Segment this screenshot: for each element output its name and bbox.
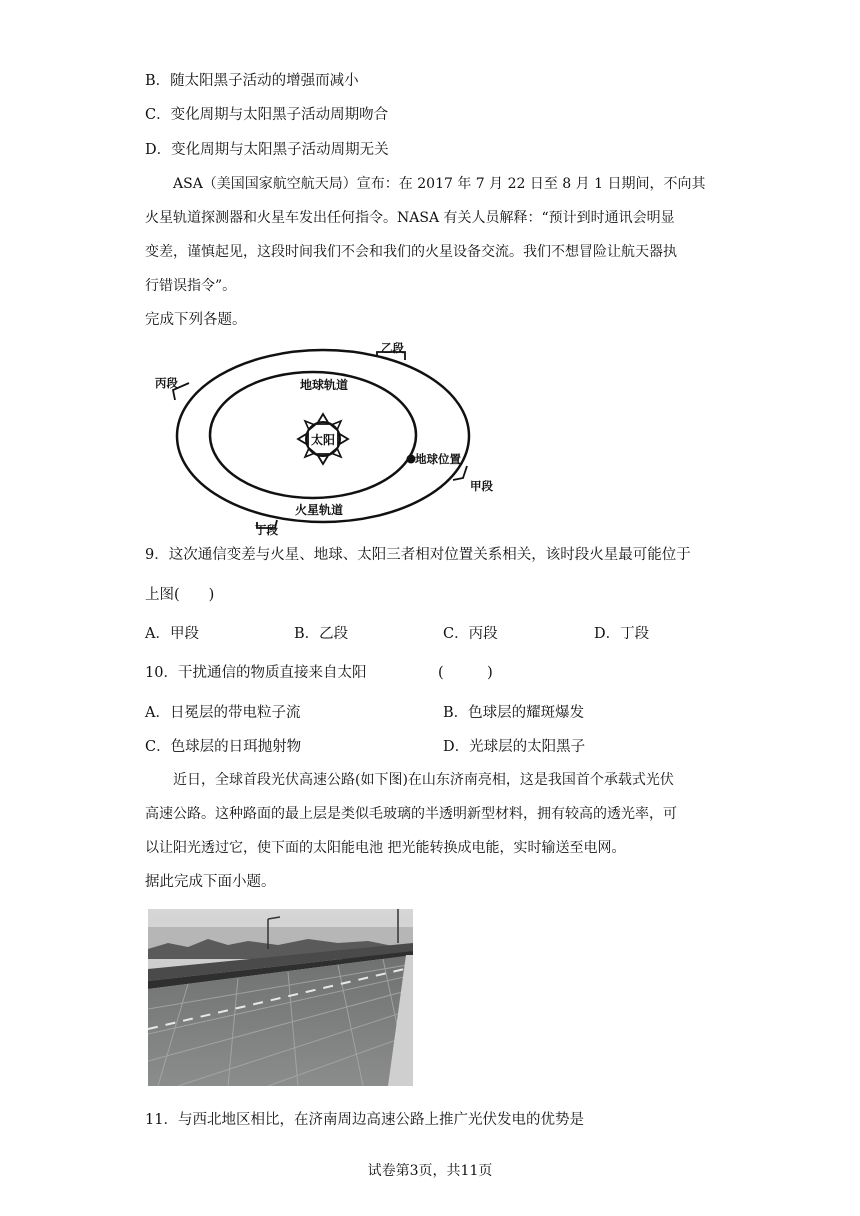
option-d-prev: D．变化周期与太阳黑子活动周期无关 <box>145 142 389 158</box>
photovoltaic-highway-photo <box>148 909 413 1086</box>
page-footer: 试卷第3页，共11页 <box>367 1163 493 1179</box>
q10-option-a: A．日冕层的带电粒子流 <box>145 705 301 721</box>
q9-option-a: A．甲段 <box>145 626 199 642</box>
passage1-line3: 变差，谨慎起见，这段时间我们不会和我们的火星设备交流。我们不想冒险让航天器执 <box>145 244 677 260</box>
q9-option-b: B．乙段 <box>294 626 349 642</box>
segment-jia-label: 甲段 <box>470 479 493 493</box>
q10-stem: 10．干扰通信的物质直接来自太阳 <box>145 665 367 681</box>
passage1-line4: 行错误指令”。 <box>145 278 237 294</box>
segment-yi-label: 乙段 <box>381 341 404 355</box>
mars-orbit-label: 火星轨道 <box>295 503 344 517</box>
orbit-diagram <box>145 338 525 538</box>
q10-option-b: B．色球层的耀斑爆发 <box>443 705 585 721</box>
segment-bing-label: 丙段 <box>155 376 178 390</box>
q9-stem-line1: 9．这次通信变差与火星、地球、太阳三者相对位置关系相关，该时段火星最可能位于 <box>145 547 691 563</box>
q10-option-c: C．色球层的日珥抛射物 <box>145 739 302 755</box>
passage2-line2: 高速公路。这种路面的最上层是类似毛玻璃的半透明新型材料，拥有较高的透光率，可 <box>145 806 677 822</box>
passage2-line3: 以让阳光透过它，使下面的太阳能电池 把光能转换成电能，实时输送至电网。 <box>145 840 626 856</box>
option-c-prev: C．变化周期与太阳黑子活动周期吻合 <box>145 107 389 123</box>
earth-orbit-label: 地球轨道 <box>300 378 349 392</box>
q10-answer-bracket: ( ) <box>438 665 493 681</box>
q11-stem: 11．与西北地区相比，在济南周边高速公路上推广光伏发电的优势是 <box>145 1112 584 1128</box>
earth-position-label: 地球位置 <box>415 452 461 466</box>
q9-option-d: D．丁段 <box>594 626 650 642</box>
q9-stem-line2: 上图( ) <box>145 587 215 603</box>
option-b-prev: B．随太阳黑子活动的增强而减小 <box>145 73 359 89</box>
segment-ding-label: 丁段 <box>255 523 278 537</box>
passage2-prompt: 据此完成下面小题。 <box>145 874 276 890</box>
passage1-prompt: 完成下列各题。 <box>145 312 247 328</box>
sun-label: 太阳 <box>310 433 336 447</box>
q10-option-d: D．光球层的太阳黑子 <box>443 739 586 755</box>
passage1-line1: ASA（美国国家航空航天局）宣布：在 2017 年 7 月 22 日至 8 月 1 日期间，不向其 <box>173 176 706 192</box>
q9-option-c: C．丙段 <box>443 626 498 642</box>
passage2-line1: 近日，全球首段光伏高速公路(如下图)在山东济南亮相，这是我国首个承载式光伏 <box>173 772 674 788</box>
passage1-line2: 火星轨道探测器和火星车发出任何指令。NASA 有关人员解释：“预计到时通讯会明显 <box>145 210 675 226</box>
